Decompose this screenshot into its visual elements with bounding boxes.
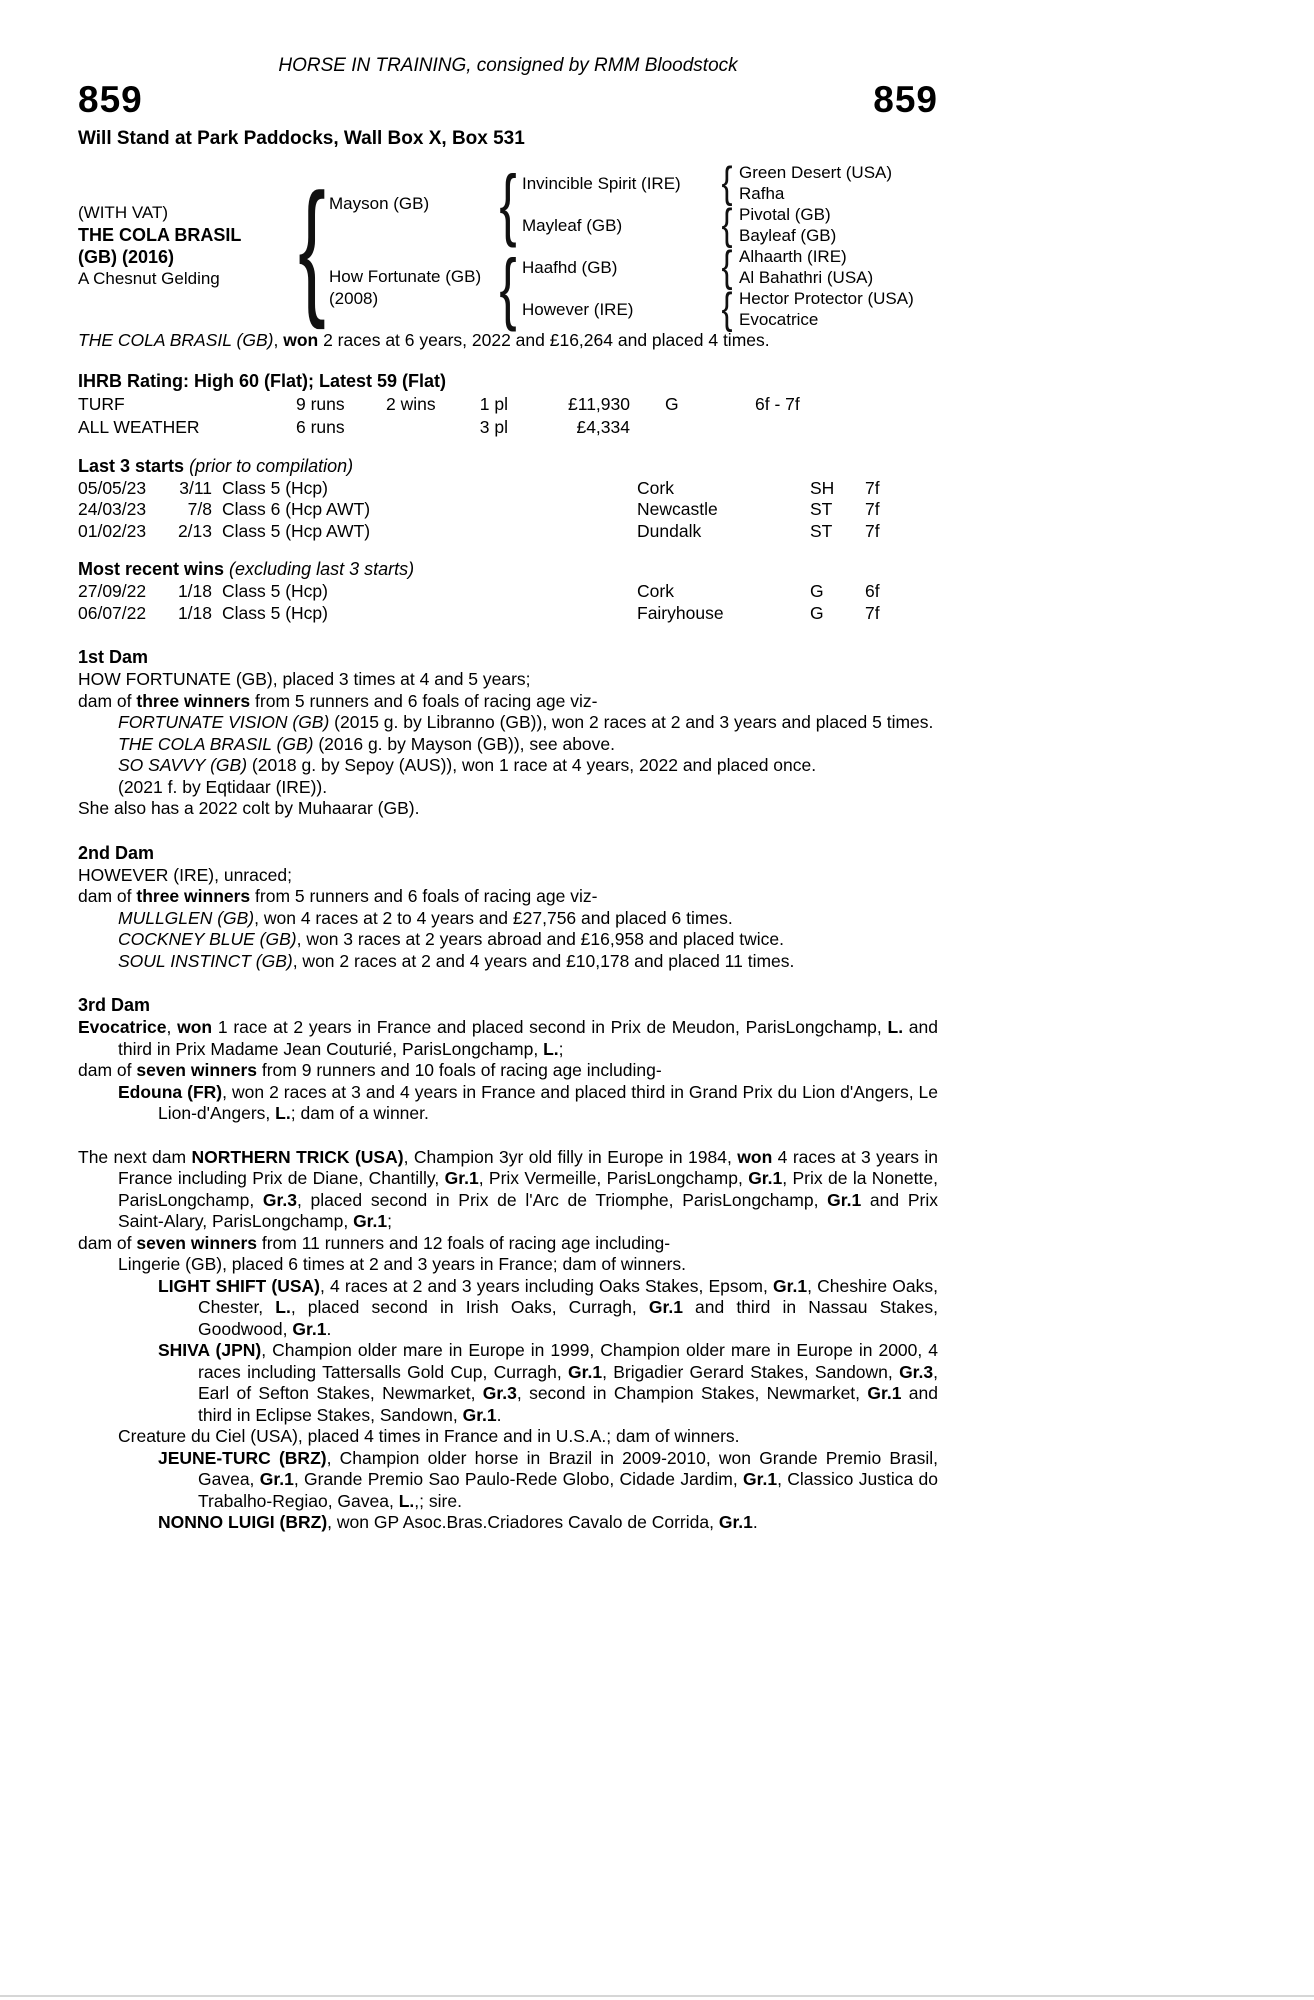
course-cell: Dundalk xyxy=(637,520,702,541)
position-cell: 3/11 xyxy=(179,477,212,498)
lot-number-right: 859 xyxy=(873,79,938,120)
course-cell: Newcastle xyxy=(637,499,718,519)
third-dam-section xyxy=(78,1017,938,1125)
surface-cell: TURF xyxy=(78,393,125,414)
position-cell: 2/13 xyxy=(177,520,212,541)
progeny-entry: Edouna (FR), won 2 races at 3 and 4 years in France and placed third in Grand Prix du Lion d'Angers, Le Lion-d'Angers, L.; dam of a winner. xyxy=(118,1081,938,1123)
sire-name: Mayson (GB) xyxy=(329,194,430,213)
distance-cell: 7f xyxy=(865,477,880,498)
date-cell: 01/02/23 xyxy=(78,520,147,541)
record-row-turf xyxy=(78,393,938,416)
dam-dam-branch xyxy=(522,284,914,333)
sire-dam-name: Mayleaf (GB) xyxy=(522,215,623,235)
progeny-entry: NONNO LUIGI (BRZ), won GP Asoc.Bras.Criadores Cavalo de Corrida, Gr.1. xyxy=(158,1512,758,1532)
wins-cell: 2 wins xyxy=(386,393,436,414)
distance-cell xyxy=(725,416,938,439)
date-cell: 27/09/22 xyxy=(78,581,147,601)
runs-cell: 6 runs xyxy=(296,416,345,437)
race-cell: Class 5 (Hcp) xyxy=(222,477,328,498)
runs-cell: 9 runs xyxy=(296,393,345,414)
dam-dam-brace: { xyxy=(721,284,733,333)
earnings-cell: £11,930 xyxy=(568,393,630,414)
going-cell: ST xyxy=(810,520,833,541)
produce-summary: dam of seven winners from 9 runners and 10 foals of racing age including- xyxy=(78,1060,662,1080)
dam-dam-dam-name: Evocatrice xyxy=(739,310,819,329)
dam-name: How Fortunate (GB) xyxy=(329,267,482,286)
race-summary: THE COLA BRASIL (GB), won 2 races at 6 years, 2022 and £16,264 and placed 4 times. xyxy=(78,330,770,350)
lot-number-left: 859 xyxy=(78,79,143,120)
progeny-entry: SOUL INSTINCT (GB), won 2 races at 2 and 4 years and £10,178 and placed 11 times. xyxy=(118,950,795,971)
last-3-starts-table xyxy=(78,478,938,543)
sire-dam-brace: { xyxy=(721,200,733,249)
dam-dam-sire-name: Hector Protector (USA) xyxy=(739,289,914,308)
dam-sire-dam-name: Al Bahathri (USA) xyxy=(739,268,874,287)
race-cell: Class 6 (Hcp AWT) xyxy=(222,499,371,519)
produce-summary: dam of three winners from 5 runners and 6 foals of racing age viz- xyxy=(78,886,598,906)
sire-sire-dam-name: Rafha xyxy=(739,184,785,203)
sire-sire-name: Invincible Spirit (IRE) xyxy=(522,173,681,193)
sire-branch xyxy=(329,158,914,249)
earnings-cell: £4,334 xyxy=(576,416,630,437)
win-row xyxy=(78,581,938,603)
course-cell: Cork xyxy=(637,581,674,601)
first-dam-section xyxy=(78,669,938,820)
win-row xyxy=(78,603,938,625)
course-cell: Cork xyxy=(637,477,674,498)
dam-description: HOW FORTUNATE (GB), placed 3 times at 4 and 5 years; xyxy=(78,669,531,689)
race-record-table xyxy=(78,393,938,439)
sire-sire-branch xyxy=(522,158,893,207)
recent-wins-heading: Most recent wins (excluding last 3 starts) xyxy=(78,559,415,579)
dam-dam-name: However (IRE) xyxy=(522,299,634,319)
next-dam-description: The next dam NORTHERN TRICK (USA), Champion 3yr old filly in Europe in 1984, won 4 races at 3 years in France including Prix de Diane, Chantilly, Gr.1, Prix Vermeille, ParisLongchamp, Gr.1, Prix de la Nonette, ParisLongchamp, Gr.3, placed second in Prix de l'Arc de Triomphe, ParisLongchamp, Gr.1 and Prix Saint-Alary, ParisLongchamp, Gr.1; xyxy=(78,1146,938,1231)
produce-summary: dam of seven winners from 11 runners and 12 foals of racing age including- xyxy=(78,1232,671,1253)
dam-sire-branch xyxy=(522,242,914,291)
recent-wins-table xyxy=(78,581,938,624)
start-row xyxy=(78,499,938,521)
dam-sire-brace: { xyxy=(721,242,733,291)
first-dam-heading: 1st Dam xyxy=(78,647,149,667)
date-cell: 24/03/23 xyxy=(78,499,147,519)
progeny-entry: COCKNEY BLUE (GB), won 3 races at 2 years abroad and £16,958 and placed twice. xyxy=(118,929,785,949)
going-cell xyxy=(630,416,725,439)
subject-suffix: (GB) (2016) xyxy=(78,247,175,267)
distance-cell: 6f xyxy=(865,581,880,601)
additional-produce-note: She also has a 2022 colt by Muhaarar (GB). xyxy=(78,798,420,818)
position-cell: 1/18 xyxy=(177,602,212,623)
page-scan-edge xyxy=(0,1995,1314,1997)
position-cell: 1/18 xyxy=(177,581,212,601)
dam-brace: { xyxy=(499,243,517,332)
going-cell: ST xyxy=(810,499,833,519)
subject-block xyxy=(78,202,295,290)
going-cell: G xyxy=(810,602,824,623)
second-dam-heading: 2nd Dam xyxy=(78,842,155,863)
pedigree-root-brace: { xyxy=(298,162,326,330)
sire-dam-dam-name: Bayleaf (GB) xyxy=(739,226,837,245)
distance-cell: 7f xyxy=(865,602,880,623)
going-cell: SH xyxy=(810,477,835,498)
sire-brace: { xyxy=(499,159,517,248)
lot-number-row xyxy=(78,80,938,120)
wins-cell xyxy=(386,416,472,439)
dam-sire-name: Haafhd (GB) xyxy=(522,257,618,277)
progeny-entry: LIGHT SHIFT (USA), 4 races at 2 and 3 years including Oaks Stakes, Epsom, Gr.1, Cheshire Oaks, Chester, L., placed second in Irish Oaks, Curragh, Gr.1 and third in Nassau Stakes, Goodwood, Gr.1. xyxy=(158,1275,938,1339)
progeny-entry: SO SAVVY (GB) (2018 g. by Sepoy (AUS)), won 1 race at 4 years, 2022 and placed once. xyxy=(118,755,817,775)
progeny-entry: JEUNE-TURC (BRZ), Champion older horse in Brazil in 2009-2010, won Grande Premio Brasil, Gavea, Gr.1, Grande Premio Sao Paulo-Rede Globo, Cidade Jardim, Gr.1, Classico Justica do Trabalho-Regiao, Gavea, L.,; sire. xyxy=(158,1447,938,1511)
dam-branch xyxy=(329,242,914,333)
dam-description: Evocatrice, won 1 race at 2 years in France and placed second in Prix de Meudon, ParisLongchamp, L. and third in Prix Madame Jean Couturié, ParisLongchamp, L.; xyxy=(78,1017,938,1059)
last-3-starts-heading: Last 3 starts (prior to compilation) xyxy=(78,455,354,476)
progeny-entry: (2021 f. by Eqtidaar (IRE)). xyxy=(118,776,328,797)
progeny-entry: FORTUNATE VISION (GB) (2015 g. by Libranno (GB)), won 2 races at 2 and 3 years and placed 5 times. xyxy=(118,712,934,732)
course-cell: Fairyhouse xyxy=(637,602,724,623)
race-cell: Class 5 (Hcp AWT) xyxy=(222,520,371,541)
generation-1-column xyxy=(329,158,914,333)
produce-summary: dam of three winners from 5 runners and 6 foals of racing age viz- xyxy=(78,690,598,711)
progeny-entry: Creature du Ciel (USA), placed 4 times in France and in U.S.A.; dam of winners. xyxy=(118,1426,740,1446)
subject-name: THE COLA BRASIL xyxy=(78,225,242,245)
progeny-entry: THE COLA BRASIL (GB) (2016 g. by Mayson (GB)), see above. xyxy=(118,733,616,754)
record-row-all-weather xyxy=(78,416,938,439)
stand-location: Will Stand at Park Paddocks, Wall Box X, Box 531 xyxy=(78,128,525,149)
sire-sire-sire-name: Green Desert (USA) xyxy=(739,163,893,182)
race-cell: Class 5 (Hcp) xyxy=(222,602,328,623)
catalogue-page xyxy=(78,54,938,1534)
date-cell: 05/05/23 xyxy=(78,477,147,498)
sire-dam-branch xyxy=(522,200,892,249)
date-cell: 06/07/22 xyxy=(78,602,147,623)
surface-cell: ALL WEATHER xyxy=(78,416,200,437)
dam-year: (2008) xyxy=(329,289,379,308)
sire-dam-sire-name: Pivotal (GB) xyxy=(739,205,831,224)
start-row xyxy=(78,478,938,500)
progeny-entry: MULLGLEN (GB), won 4 races at 2 to 4 years and £27,756 and placed 6 times. xyxy=(118,907,733,928)
position-cell: 7/8 xyxy=(187,499,212,519)
progeny-entry: SHIVA (JPN), Champion older mare in Europe in 1999, Champion older mare in Europe in 2000, 4 races including Tattersalls Gold Cup, Curragh, Gr.1, Brigadier Gerard Stakes, Sandown, Gr.3, Earl of Sefton Stakes, Newmarket, Gr.3, second in Champion Stakes, Newmarket, Gr.1 and third in Eclipse Stakes, Sandown, Gr.1. xyxy=(158,1340,938,1425)
going-cell: G xyxy=(665,393,679,414)
going-cell: G xyxy=(810,581,824,601)
distance-cell: 7f xyxy=(865,499,880,519)
places-cell: 3 pl xyxy=(479,416,508,437)
sire-sire-brace: { xyxy=(721,158,733,207)
places-cell: 1 pl xyxy=(479,393,508,414)
progeny-entry: Lingerie (GB), placed 6 times at 2 and 3 years in France; dam of winners. xyxy=(118,1254,687,1274)
dam-name-block xyxy=(329,266,494,310)
dam-description: HOWEVER (IRE), unraced; xyxy=(78,864,292,885)
vat-note: (WITH VAT) xyxy=(78,203,169,222)
consignor-line: HORSE IN TRAINING, consigned by RMM Bloodstock xyxy=(278,55,738,76)
subject-description: A Chesnut Gelding xyxy=(78,269,220,288)
dam-generation-2 xyxy=(522,242,914,333)
rating-line: IHRB Rating: High 60 (Flat); Latest 59 (Flat) xyxy=(78,370,447,391)
start-row xyxy=(78,521,938,543)
dam-sire-sire-name: Alhaarth (IRE) xyxy=(739,247,847,266)
third-dam-heading: 3rd Dam xyxy=(78,995,151,1015)
distance-cell: 6f - 7f xyxy=(755,393,800,414)
race-cell: Class 5 (Hcp) xyxy=(222,581,328,601)
pedigree-tree xyxy=(78,158,938,333)
second-dam-section xyxy=(78,865,938,973)
distance-cell: 7f xyxy=(865,520,880,541)
next-dam-section xyxy=(78,1147,938,1534)
sire-generation-2 xyxy=(522,158,893,249)
